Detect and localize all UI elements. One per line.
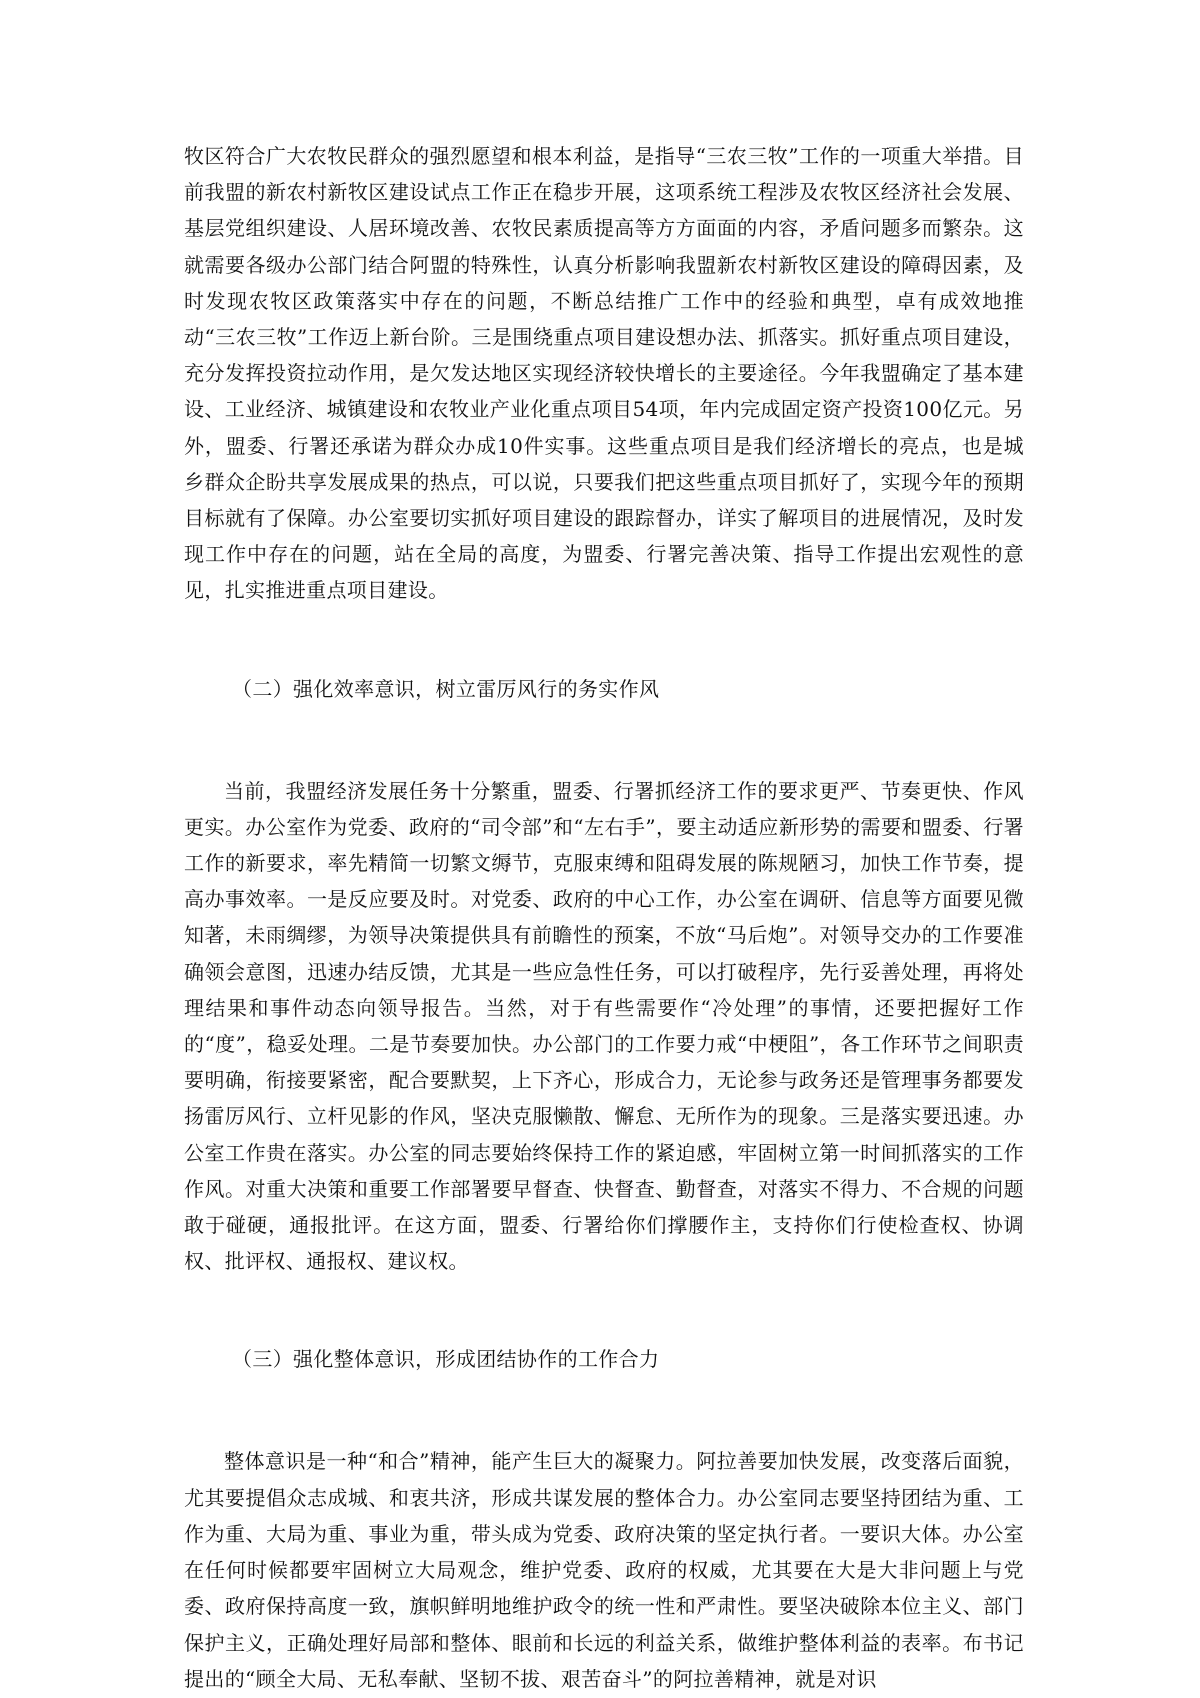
body-paragraph: 当前，我盟经济发展任务十分繁重，盟委、行署抓经济工作的要求更严、节奏更快、作风更实。办公室作为党委、政府的“司令部”和“左右手”，要主动适应新形势的需要和盟委、行署工作的新要求，率先精简一切繁文缛节，克服束缚和阻碍发展的陈规陋习，加快工作节奏，提高办事效率。一是反应要及时。对党委、政府的中心工作，办公室在调研、信息等方面要见微知著，未雨绸缪，为领导决策提供具有前瞻性的预案，不放“马后炮”。对领导交办的工作要准确领会意图，迅速办结反馈，尤其是一些应急性任务，可以打破程序，先行妥善处理，再将处理结果和事件动态向领导报告。当然，对于有些需要作“冷处理”的事情，还要把握好工作的“度”，稳妥处理。二是节奏要加快。办公部门的工作要力戒“中梗阻”，各工作环节之间职责要明确，衔接要紧密，配合要默契，上下齐心，形成合力，无论参与政务还是管理事务都要发扬雷厉风行、立杆见影的作风，坚决克服懒散、懈怠、无所作为的现象。三是落实要迅速。办公室工作贵在落实。办公室的同志要始终保持工作的紧迫感，牢固树立第一时间抓落实的工作作风。对重大决策和重要工作部署要早督查、快督查、勤督查，对落实不得力、不合规的问题敢于碰硬，通报批评。在这方面，盟委、行署给你们撑腰作主，支持你们行使检查权、协调权、批评权、通报权、建议权。 bbox=[184, 778, 1024, 1274]
document-page bbox=[184, 138, 1024, 1697]
section-heading: （三）强化整体意识，形成团结协作的工作合力 bbox=[232, 1347, 660, 1372]
body-paragraph: 牧区符合广大农牧民群众的强烈愿望和根本利益，是指导“三农三牧”工作的一项重大举措。目前我盟的新农村新牧区建设试点工作正在稳步开展，这项系统工程涉及农牧区经济社会发展、基层党组织建设、人居环境改善、农牧民素质提高等方方面面的内容，矛盾问题多而繁杂。这就需要各级办公部门结合阿盟的特殊性，认真分析影响我盟新农村新牧区建设的障碍因素，及时发现农牧区政策落实中存在的问题，不断总结推广工作中的经验和典型，卓有成效地推动“三农三牧”工作迈上新台阶。三是围绕重点项目建设想办法、抓落实。抓好重点项目建设，充分发挥投资拉动作用，是欠发达地区实现经济较快增长的主要途径。今年我盟确定了基本建设、工业经济、城镇建设和农牧业产业化重点项目54项，年内完成固定资产投资100亿元。另外，盟委、行署还承诺为群众办成10件实事。这些重点项目是我们经济增长的亮点，也是城乡群众企盼共享发展成果的热点，可以说，只要我们把这些重点项目抓好了，实现今年的预期目标就有了保障。办公室要切实抓好项目建设的跟踪督办，详实了解项目的进展情况，及时发现工作中存在的问题，站在全局的高度，为盟委、行署完善决策、指导工作提出宏观性的意见，扎实推进重点项目建设。 bbox=[184, 144, 1024, 603]
body-paragraph: 整体意识是一种“和合”精神，能产生巨大的凝聚力。阿拉善要加快发展，改变落后面貌，尤其要提倡众志成城、和衷共济，形成共谋发展的整体合力。办公室同志要坚持团结为重、工作为重、大局为重、事业为重，带头成为党委、政府决策的坚定执行者。一要识大体。办公室在任何时候都要牢固树立大局观念，维护党委、政府的权威，尤其要在大是大非问题上与党委、政府保持高度一致，旗帜鲜明地维护政令的统一性和严肃性。要坚决破除本位主义、部门保护主义，正确处理好局部和整体、眼前和长远的利益关系，做维护整体利益的表率。布书记提出的“顾全大局、无私奉献、坚韧不拔、艰苦奋斗”的阿拉善精神，就是对识 bbox=[184, 1449, 1024, 1691]
section-heading: （二）强化效率意识，树立雷厉风行的务实作风 bbox=[232, 676, 660, 701]
